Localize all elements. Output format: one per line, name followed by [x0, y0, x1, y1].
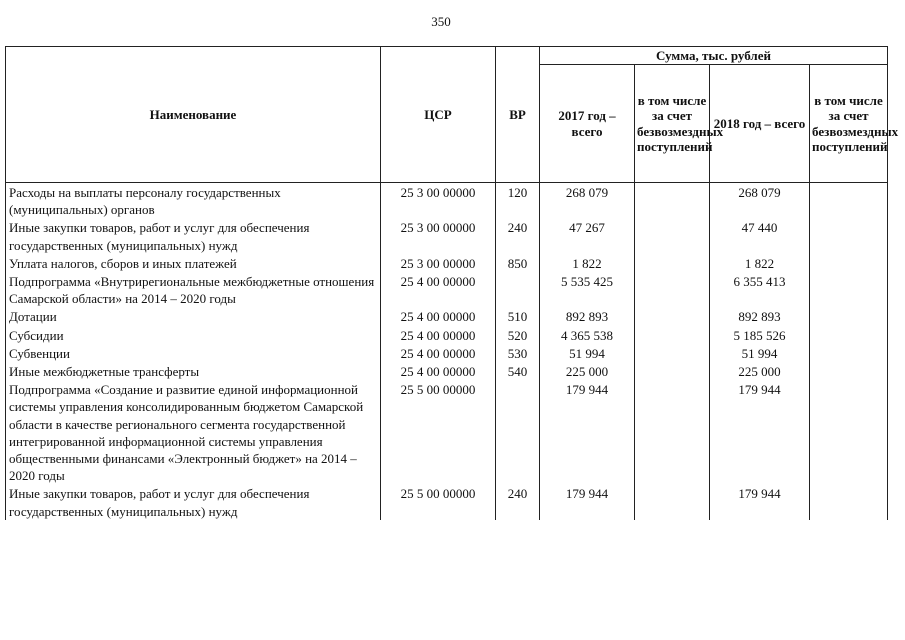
row-csr: 25 5 00 00000 [381, 380, 496, 484]
row-csr: 25 4 00 00000 [381, 344, 496, 362]
row-2018-free [810, 344, 888, 362]
row-vr: 240 [496, 218, 540, 253]
header-vr: ВР [496, 47, 540, 183]
row-csr: 25 5 00 00000 [381, 484, 496, 519]
header-2017-free: в том числе за счет безвозмездных поступлений [635, 65, 710, 183]
row-2017-free [635, 272, 710, 307]
row-2017-total: 179 944 [540, 484, 635, 519]
row-2018-total: 51 994 [710, 344, 810, 362]
table-row [6, 272, 888, 307]
row-csr: 25 4 00 00000 [381, 362, 496, 380]
row-2017-free [635, 326, 710, 344]
table-row [6, 362, 888, 380]
row-2018-free [810, 272, 888, 307]
row-2017-free [635, 484, 710, 519]
header-sum-group: Сумма, тыс. рублей [540, 47, 888, 65]
row-vr [496, 272, 540, 307]
row-csr: 25 3 00 00000 [381, 183, 496, 219]
row-vr: 240 [496, 484, 540, 519]
table-row [6, 183, 888, 219]
row-name: Субвенции [6, 344, 381, 362]
row-2018-free [810, 326, 888, 344]
row-2017-total: 51 994 [540, 344, 635, 362]
row-2018-total: 179 944 [710, 380, 810, 484]
table-row [6, 380, 888, 484]
row-name: Субсидии [6, 326, 381, 344]
row-2018-free [810, 218, 888, 253]
row-2017-total: 4 365 538 [540, 326, 635, 344]
row-vr: 530 [496, 344, 540, 362]
row-2017-total: 47 267 [540, 218, 635, 253]
page-number: 350 [431, 14, 451, 29]
row-2017-total: 5 535 425 [540, 272, 635, 307]
row-name: Расходы на выплаты персоналу государственных (муниципальных) органов [6, 183, 381, 219]
table-row [6, 218, 888, 253]
row-2018-free [810, 484, 888, 519]
row-2017-free [635, 218, 710, 253]
row-name: Дотации [6, 307, 381, 325]
row-csr: 25 3 00 00000 [381, 254, 496, 272]
row-2018-total: 1 822 [710, 254, 810, 272]
row-name: Иные закупки товаров, работ и услуг для обеспечения государственных (муниципальных) нужд [6, 484, 381, 519]
row-2018-free [810, 254, 888, 272]
row-2017-free [635, 362, 710, 380]
row-2017-free [635, 307, 710, 325]
row-2018-free [810, 307, 888, 325]
row-csr: 25 3 00 00000 [381, 218, 496, 253]
row-2018-total: 47 440 [710, 218, 810, 253]
table-row [6, 484, 888, 519]
row-vr: 120 [496, 183, 540, 219]
row-2018-free [810, 380, 888, 484]
row-2017-free [635, 344, 710, 362]
row-csr: 25 4 00 00000 [381, 326, 496, 344]
row-2017-total: 225 000 [540, 362, 635, 380]
row-vr: 850 [496, 254, 540, 272]
row-vr: 510 [496, 307, 540, 325]
table-body [6, 183, 888, 520]
row-vr [496, 380, 540, 484]
row-2018-free [810, 362, 888, 380]
row-2018-total: 5 185 526 [710, 326, 810, 344]
row-2017-total: 179 944 [540, 380, 635, 484]
row-2018-total: 179 944 [710, 484, 810, 519]
row-2018-free [810, 183, 888, 219]
header-2018-free: в том числе за счет безвозмездных поступлений [810, 65, 888, 183]
row-2018-total: 268 079 [710, 183, 810, 219]
row-vr: 540 [496, 362, 540, 380]
row-2017-free [635, 380, 710, 484]
row-2017-total: 892 893 [540, 307, 635, 325]
table-row [6, 326, 888, 344]
table-row [6, 344, 888, 362]
row-name: Иные закупки товаров, работ и услуг для обеспечения государственных (муниципальных) нужд [6, 218, 381, 253]
header-2017-total: 2017 год – всего [540, 65, 635, 183]
header-csr: ЦСР [381, 47, 496, 183]
table-header [6, 47, 899, 183]
row-2017-free [635, 254, 710, 272]
row-2017-free [635, 183, 710, 219]
row-csr: 25 4 00 00000 [381, 272, 496, 307]
row-2018-total: 6 355 413 [710, 272, 810, 307]
row-csr: 25 4 00 00000 [381, 307, 496, 325]
row-name: Подпрограмма «Внутрирегиональные межбюджетные отношения Самарской области» на 2014 – 2020 годы [6, 272, 381, 307]
row-vr: 520 [496, 326, 540, 344]
row-2017-total: 1 822 [540, 254, 635, 272]
table-row [6, 254, 888, 272]
header-name: Наименование [6, 47, 381, 183]
row-2018-total: 892 893 [710, 307, 810, 325]
table-row [6, 307, 888, 325]
row-name: Уплата налогов, сборов и иных платежей [6, 254, 381, 272]
row-2017-total: 268 079 [540, 183, 635, 219]
budget-table [5, 46, 899, 520]
row-name: Подпрограмма «Создание и развитие единой информационной системы управления консолидированным бюджетом Самарской области в качестве регионального сегмента государственной интегрированной информационной системы управления общественными финансами «Электронный бюджет» на 2014 – 2020 годы [6, 380, 381, 484]
row-2018-total: 225 000 [710, 362, 810, 380]
header-2018-total: 2018 год – всего [710, 65, 810, 183]
row-name: Иные межбюджетные трансферты [6, 362, 381, 380]
